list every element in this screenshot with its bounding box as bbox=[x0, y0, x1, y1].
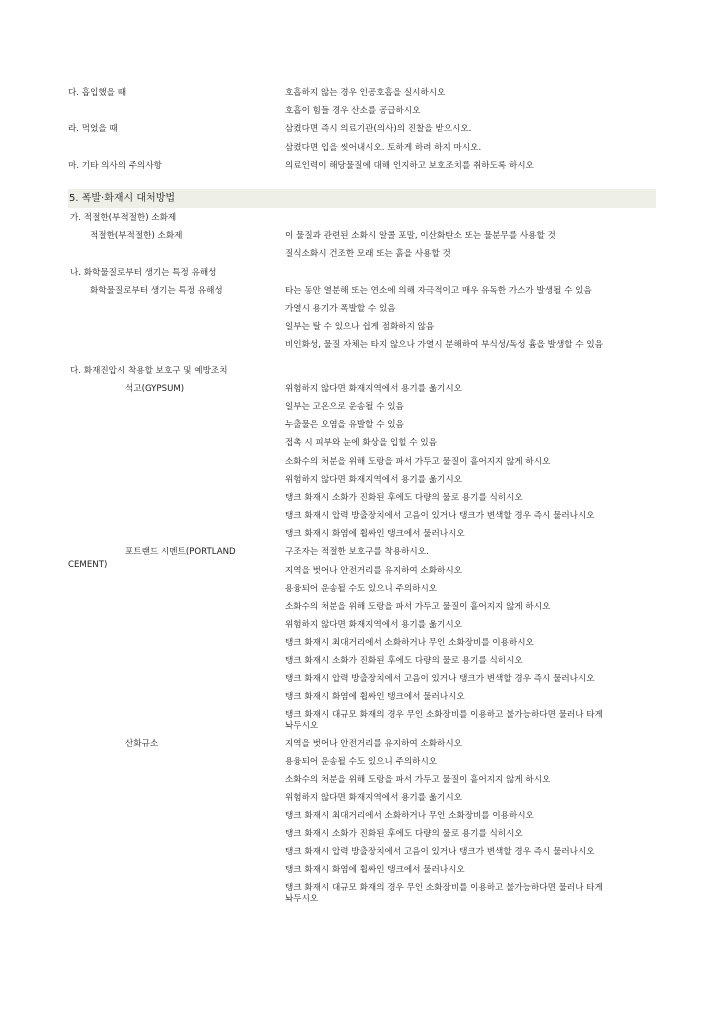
row-text: 호흡하지 않는 경우 인공호흡을 실시하시오 bbox=[285, 88, 446, 98]
row-label: 화학물질로부터 생기는 특정 유해성 bbox=[90, 286, 223, 296]
row-text: 가열시 용기가 폭발할 수 있음 bbox=[285, 304, 396, 314]
row-text: 타는 동안 열분해 또는 연소에 의해 자극적이고 매우 유독한 가스가 발생될 수 있음 bbox=[285, 286, 592, 296]
row-text: 탱크 화재시 최대거리에서 소화하거나 무인 소화장비를 이용하시오 bbox=[285, 811, 534, 821]
row-label: 마. 기타 의사의 주의사항 bbox=[68, 161, 162, 171]
subsection-label: 다. 화재진압시 착용할 보호구 및 예방조치 bbox=[70, 366, 228, 376]
row-text: 탱크 화재시 압력 방출장치에서 고음이 있거나 탱크가 변색할 경우 즉시 물러나시오 bbox=[285, 847, 595, 857]
subsection-label: 가. 적절한(부적절한) 소화제 bbox=[70, 213, 177, 223]
row-text: 지역을 벗어나 안전거리를 유지하여 소화하시오 bbox=[285, 739, 462, 749]
row-label: 적절한(부적절한) 소화제 bbox=[90, 231, 183, 241]
row-text: 위험하지 않다면 화재지역에서 용기를 옮기시오 bbox=[285, 793, 462, 803]
row-text: 탱크 화재시 소화가 진화된 후에도 다량의 물로 용기를 식히시오 bbox=[285, 493, 523, 503]
row-label: 라. 먹었을 때 bbox=[68, 124, 118, 134]
row-text: 위험하지 않다면 화재지역에서 용기를 옮기시오 bbox=[285, 620, 462, 630]
substance-label: 포트랜드 시멘트(PORTLAND bbox=[125, 547, 236, 557]
row-text: 의료인력이 해당물질에 대해 인지하고 보호조치를 취하도록 하시오 bbox=[285, 161, 534, 171]
row-text: 탱크 화재시 화염에 휩싸인 탱크에서 물러나시오 bbox=[285, 692, 465, 702]
row-text: 용융되어 운송될 수도 있으니 주의하시오 bbox=[285, 584, 438, 594]
row-text: 탱크 화재시 압력 방출장치에서 고음이 있거나 탱크가 변색할 경우 즉시 물러나시오 bbox=[285, 511, 595, 521]
substance-label: 석고(GYPSUM) bbox=[125, 384, 185, 394]
row-text: 용융되어 운송될 수도 있으니 주의하시오 bbox=[285, 757, 438, 767]
row-label: 다. 흡입했을 때 bbox=[68, 88, 127, 98]
row-text: 탱크 화재시 대규모 화재의 경우 무인 소화장비를 이용하고 불가능하다면 물러나 타게 bbox=[285, 710, 603, 720]
row-text: 지역을 벗어나 안전거리를 유지하여 소화하시오 bbox=[285, 566, 462, 576]
row-text: 탱크 화재시 대규모 화재의 경우 무인 소화장비를 이용하고 불가능하다면 물러나 타게 bbox=[285, 883, 603, 893]
row-text: 탱크 화재시 화염에 휩싸인 탱크에서 물러나시오 bbox=[285, 865, 465, 875]
row-text: 소화수의 처분을 위해 도랑을 파서 가두고 물질이 흩어지지 않게 하시오 bbox=[285, 602, 551, 612]
row-text: 비인화성, 물질 자체는 타지 않으나 가열시 분해하여 부식성/독성 흄을 발생할 수 있음 bbox=[285, 340, 603, 350]
section-title: 5. 폭발·화재시 대처방법 bbox=[69, 193, 176, 204]
row-text: 탱크 화재시 압력 방출장치에서 고음이 있거나 탱크가 변색할 경우 즉시 물러나시오 bbox=[285, 674, 595, 684]
row-text: 탱크 화재시 화염에 휩싸인 탱크에서 물러나시오 bbox=[285, 529, 465, 539]
row-text: 탱크 화재시 최대거리에서 소화하거나 무인 소화장비를 이용하시오 bbox=[285, 638, 534, 648]
row-text: 구조자는 적절한 보호구를 착용하시오. bbox=[285, 547, 429, 557]
row-text: 질식소화시 건조한 모래 또는 흙을 사용할 것 bbox=[285, 249, 451, 259]
row-text: 호흡이 힘들 경우 산소를 공급하시오 bbox=[285, 106, 421, 116]
row-text: 누출물은 오염을 유발할 수 있음 bbox=[285, 420, 404, 430]
substance-label-continued: CEMENT) bbox=[68, 560, 108, 570]
row-text: 탱크 화재시 소화가 진화된 후에도 다량의 물로 용기를 식히시오 bbox=[285, 656, 523, 666]
row-text: 놔두시오 bbox=[285, 894, 319, 904]
substance-label: 산화규소 bbox=[125, 739, 159, 749]
row-text: 삼켰다면 입을 씻어내시오. 토하게 하려 하지 마시오. bbox=[285, 143, 482, 153]
row-text: 소화수의 처분을 위해 도랑을 파서 가두고 물질이 흩어지지 않게 하시오 bbox=[285, 457, 551, 467]
row-text: 놔두시오 bbox=[285, 721, 319, 731]
row-text: 소화수의 처분을 위해 도랑을 파서 가두고 물질이 흩어지지 않게 하시오 bbox=[285, 775, 551, 785]
row-text: 삼켰다면 즉시 의료기관(의사)의 진찰을 받으시오. bbox=[285, 124, 472, 134]
subsection-label: 나. 화학물질로부터 생기는 특정 유해성 bbox=[70, 268, 217, 278]
section-header bbox=[68, 189, 656, 208]
row-text: 일부는 탈 수 있으나 쉽게 점화하지 않음 bbox=[285, 322, 435, 332]
row-text: 일부는 고온으로 운송될 수 있음 bbox=[285, 402, 404, 412]
row-text: 탱크 화재시 소화가 진화된 후에도 다량의 물로 용기를 식히시오 bbox=[285, 829, 523, 839]
row-text: 접촉 시 피부와 눈에 화상을 입힐 수 있음 bbox=[285, 438, 437, 448]
row-text: 위험하지 않다면 화재지역에서 용기를 옮기시오 bbox=[285, 475, 462, 485]
row-text: 위험하지 않다면 화재지역에서 용기를 옮기시오 bbox=[285, 384, 462, 394]
row-text: 이 물질과 관련된 소화시 알콜 포말, 이산화탄소 또는 물분무를 사용할 것 bbox=[285, 231, 556, 241]
